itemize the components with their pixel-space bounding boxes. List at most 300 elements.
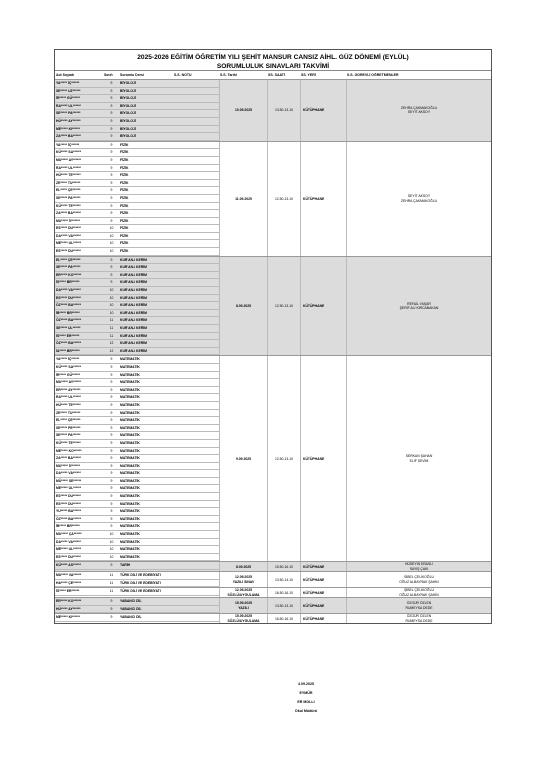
student-name: EL***** ÇE****** [55,257,103,265]
subject: MATEMATİK [119,470,173,478]
student-class: 10 [103,546,119,554]
exam-time: 13.50-13.10 [267,598,300,613]
exam-place: KÜTÜPHANE [300,588,346,597]
student-class: 9 [103,180,119,188]
student-name: İA***** BR****** [55,348,103,356]
subject: MATEMATİK [119,417,173,425]
sign-role: Okul Müdürü [294,709,318,713]
student-class: 9 [103,501,119,509]
student-class: 10 [103,240,119,248]
subject: FİZİK [119,225,173,233]
student-name: ES***** DU****** [55,225,103,233]
grade-cell [173,126,219,134]
grade-cell [173,325,219,333]
grade-cell [173,387,219,395]
document-title [55,50,491,70]
student-name: DA***** VA****** [55,539,103,547]
subject: KUR'AN-I KERİM [119,287,173,295]
subject: MATEMATİK [119,508,173,516]
student-name: DA***** VA****** [55,233,103,241]
student-name: EL***** ÇE****** [55,187,103,195]
grade-cell [173,546,219,554]
subject: BİYOLOJİ [119,103,173,111]
subject: MATEMATİK [119,372,173,380]
exam-teachers: REFAİL YAŞAR ŞERİF ALİ KIRCABAKAN [346,257,491,356]
exam-group [55,355,491,561]
subject: FİZİK [119,248,173,256]
student-class: 9 [103,133,119,141]
grade-cell [173,225,219,233]
student-class: 9 [103,118,119,126]
grade-cell [173,310,219,318]
student-class: 9 [103,508,119,516]
student-class: 11 [103,333,119,341]
subject: BİYOLOJİ [119,118,173,126]
student-class: 9 [103,257,119,265]
grade-cell [173,508,219,516]
student-name: ES***** DU****** [55,493,103,501]
grade-cell [173,187,219,195]
header-grade: S.S. NOTU [174,73,192,77]
student-name: ZE***** TU****** [55,180,103,188]
subject: MATEMATİK [119,463,173,471]
subject: KUR'AN-I KERİM [119,348,173,356]
student-name: YU***** BA****** [55,508,103,516]
exam-teachers: HÜSEYİN ERASLİ SAYIŞ ÇAKI [346,562,491,571]
student-name: İS***** ER****** [55,588,103,596]
student-class: 9 [103,432,119,440]
student-class: 10 [103,539,119,547]
student-name: ME***** KI****** [55,126,103,134]
student-class: 9 [103,80,119,88]
student-class: 10 [103,302,119,310]
exam-group [55,571,491,587]
grade-cell [173,180,219,188]
exam-teachers: SİBEL ÇELİKOĞLU OĞUZ ALBAYRAK ŞAHİN [346,572,491,587]
student-name: SE***** UZ****** [55,88,103,96]
student-name: RA***** UL****** [55,103,103,111]
student-name: HÜ***** AY****** [55,606,103,614]
student-class: 11 [103,588,119,596]
student-class: 9 [103,562,119,570]
grade-cell [173,448,219,456]
student-name: SE***** PA****** [55,432,103,440]
student-class: 9 [103,463,119,471]
student-class: 9 [103,95,119,103]
exam-teachers: SERKAN ŞAHAN ELİF SEVİM [346,356,491,561]
subject: FİZİK [119,210,173,218]
exam-date: 12.09.2025 SÖZLÜ/UYGULAMA [219,588,267,597]
subject: MATEMATİK [119,387,173,395]
signature-block [276,680,336,716]
exam-place: KÜTÜPHANE [300,614,346,623]
exam-date: 8.09.2025 [219,562,267,571]
header-teachers: S.S. GÖREVLİ ÖĞRETMENLER [347,73,399,77]
student-name: ÖZ***** BA****** [55,302,103,310]
exam-group [55,597,491,613]
exam-place: KÜTÜPHANE [300,80,346,141]
grade-cell [173,233,219,241]
subject: KUR'AN-I KERİM [119,317,173,325]
student-class: 10 [103,225,119,233]
header-time: SS. SAATİ [268,73,285,77]
grade-cell [173,302,219,310]
student-class: 11 [103,580,119,588]
subject: KUR'AN-I KERİM [119,302,173,310]
header-place: SS. YERİ [301,73,316,77]
subject: MATEMATİK [119,410,173,418]
grade-cell [173,432,219,440]
student-name: MU***** AY****** [55,157,103,165]
student-name: HÜ***** TE****** [55,172,103,180]
subject: MATEMATİK [119,478,173,486]
grade-cell [173,264,219,272]
student-name: ÖZ***** BA****** [55,516,103,524]
student-class: 9 [103,417,119,425]
student-name: HÜ***** TE****** [55,402,103,410]
student-name: ME***** UL****** [55,485,103,493]
student-name: ME***** KO****** [55,448,103,456]
subject: KUR'AN-I KERİM [119,257,173,265]
student-class: 9 [103,455,119,463]
exam-group [55,141,491,256]
exam-teachers: ÖZGÜR ÖZLEN RUMEYSA DEDE [346,614,491,623]
grade-cell [173,348,219,356]
subject: MATEMATİK [119,554,173,562]
grade-cell [173,80,219,88]
grade-cell [173,317,219,325]
student-class: 9 [103,356,119,364]
exam-time: 16.50-16.10 [267,614,300,623]
grade-cell [173,142,219,150]
grade-cell [173,455,219,463]
grade-cell [173,240,219,248]
grade-cell [173,539,219,547]
grade-cell [173,572,219,580]
student-class: 9 [103,195,119,203]
exam-date: 12.09.2025 YAZILI SINAV [219,572,267,587]
student-class: 11 [103,325,119,333]
exam-teachers: ÖZGÜR ÖZLEN RUMEYSA DEDE [346,598,491,613]
grade-cell [173,149,219,157]
student-name: ES***** DU****** [55,501,103,509]
student-name: SE***** UL****** [55,325,103,333]
subject: YABANCI DİL [119,606,173,614]
student-class: 9 [103,402,119,410]
student-name: DA***** VA****** [55,470,103,478]
student-class: 9 [103,142,119,150]
student-class: 9 [103,410,119,418]
student-class: 9 [103,598,119,606]
student-name: İB***** BR****** [55,310,103,318]
grade-cell [173,531,219,539]
subject: YABANCI DİL [119,614,173,622]
student-class: 9 [103,149,119,157]
student-name: KÜ***** SA****** [55,364,103,372]
student-class: 9 [103,379,119,387]
student-class: 9 [103,614,119,622]
student-class: 9 [103,485,119,493]
subject: TÜRK DİLİ VE EDEBİYATI [119,580,173,588]
student-class: 10 [103,248,119,256]
subject: MATEMATİK [119,531,173,539]
grade-cell [173,165,219,173]
grade-cell [173,554,219,562]
sign-name-1: EYMÜR [299,691,313,695]
grade-cell [173,402,219,410]
exam-date: 8.09.2025 [219,257,267,356]
student-class: 9 [103,364,119,372]
exam-date: 11.09.2025 [219,142,267,256]
grade-cell [173,287,219,295]
subject: TARİH [119,562,173,570]
student-name: KÜ***** TE****** [55,440,103,448]
student-name: SE***** PA****** [55,195,103,203]
grade-cell [173,580,219,588]
student-name: İR***** GÜ****** [55,372,103,380]
subject: TÜRK DİLİ VE EDEBİYATI [119,572,173,580]
student-name: SE***** PE****** [55,425,103,433]
student-name: KÜ***** TE****** [55,203,103,211]
student-name: ES***** DU****** [55,295,103,303]
student-name: SE***** PA****** [55,264,103,272]
student-class: 9 [103,516,119,524]
subject: KUR'AN-I KERİM [119,325,173,333]
grade-cell [173,88,219,96]
student-name: ZA***** BA****** [55,455,103,463]
grade-cell [173,478,219,486]
grade-cell [173,218,219,226]
student-class: 9 [103,279,119,287]
student-class: 9 [103,165,119,173]
exam-teachers: SEYİT AKSOY ZEHRA ÇAKMAKOĞLU [346,142,491,256]
student-name: ES***** DU****** [55,554,103,562]
grade-cell [173,272,219,280]
grade-cell [173,485,219,493]
student-class: 11 [103,317,119,325]
subject: FİZİK [119,240,173,248]
subject: FİZİK [119,195,173,203]
grade-cell [173,501,219,509]
grade-cell [173,516,219,524]
subject: FİZİK [119,218,173,226]
student-name: RA***** UL****** [55,165,103,173]
student-class: 9 [103,387,119,395]
grade-cell [173,110,219,118]
subject: MATEMATİK [119,455,173,463]
student-name: RA***** UL****** [55,394,103,402]
exam-group [55,256,491,356]
subject: MATEMATİK [119,501,173,509]
student-name: SE***** PA****** [55,110,103,118]
grade-cell [173,417,219,425]
grade-cell [173,425,219,433]
subject: FİZİK [119,165,173,173]
grade-cell [173,364,219,372]
subject: KUR'AN-I KERİM [119,295,173,303]
exam-group [55,587,491,597]
grade-cell [173,372,219,380]
sign-name-2: ER MOLLI [297,700,315,704]
student-class: 9 [103,372,119,380]
student-class: 9 [103,470,119,478]
student-name: YA***** İÇ****** [55,356,103,364]
exam-place: KÜTÜPHANE [300,572,346,587]
sign-date: 4.09.2025 [298,682,314,686]
student-name: KÜ***** SA****** [55,149,103,157]
exam-place: KÜTÜPHANE [300,562,346,571]
grade-cell [173,356,219,364]
subject: MATEMATİK [119,356,173,364]
title-line-2: SORUMLULUK SINAVLARI TAKVİMİ [216,63,330,70]
grade-cell [173,470,219,478]
subject: MATEMATİK [119,448,173,456]
exam-place: KÜTÜPHANE [300,257,346,356]
exam-time: 12.50-13.10 [267,257,300,356]
subject: FİZİK [119,203,173,211]
student-class: 9 [103,218,119,226]
grade-cell [173,172,219,180]
exam-date: 15.09.2025 YAZILI [219,598,267,613]
student-name: ER***** KO****** [55,272,103,280]
grade-cell [173,523,219,531]
grade-cell [173,562,219,570]
subject: MATEMATİK [119,425,173,433]
student-name: İS***** ER****** [55,333,103,341]
student-name: ZA***** BA****** [55,210,103,218]
student-class: 9 [103,157,119,165]
student-name: ZA***** BA****** [55,133,103,141]
student-class: 12 [103,340,119,348]
subject: MATEMATİK [119,394,173,402]
student-class: 9 [103,493,119,501]
student-class: 9 [103,478,119,486]
subject: KUR'AN-I KERİM [119,264,173,272]
grade-cell [173,379,219,387]
student-class: 9 [103,440,119,448]
subject: BİYOLOJİ [119,95,173,103]
table-header [55,70,491,79]
exam-place: KÜTÜPHANE [300,356,346,561]
header-date: S.S. Tarihi [220,73,237,77]
student-name: ER***** AY****** [55,387,103,395]
student-class: 10 [103,310,119,318]
subject: TÜRK DİLİ VE EDEBİYATI [119,588,173,596]
student-name: HÜ***** AY****** [55,118,103,126]
grade-cell [173,133,219,141]
grade-cell [173,257,219,265]
subject: KUR'AN-I KERİM [119,333,173,341]
student-class: 9 [103,88,119,96]
exam-place: KÜTÜPHANE [300,598,346,613]
header-class: Sınıfı [104,73,113,77]
subject: MATEMATİK [119,379,173,387]
student-name: ÖZ***** BA****** [55,317,103,325]
subject: FİZİK [119,157,173,165]
student-name: YA***** İÇ****** [55,142,103,150]
student-name: ÖZ***** BA****** [55,340,103,348]
student-name: ME***** UL****** [55,546,103,554]
grade-cell [173,195,219,203]
student-name: MU***** İY****** [55,218,103,226]
subject: MATEMATİK [119,523,173,531]
grade-cell [173,103,219,111]
grade-cell [173,118,219,126]
student-name: EL***** ÇE****** [55,417,103,425]
grade-cell [173,614,219,622]
student-name: MU***** AY****** [55,379,103,387]
student-class: 9 [103,394,119,402]
student-class: 9 [103,606,119,614]
student-name: MÜ***** SE****** [55,478,103,486]
student-class: 9 [103,126,119,134]
exam-date: 15.09.2025 SÖZLÜ/UYGULAMA [219,614,267,623]
student-class: 10 [103,531,119,539]
exam-group [55,79,491,141]
grade-cell [173,203,219,211]
grade-cell [173,440,219,448]
exam-time: 12.50-13.10 [267,356,300,561]
grade-cell [173,157,219,165]
header-name: Adı Soyadı [56,73,75,77]
exam-time: 15.50-16.10 [267,562,300,571]
grade-cell [173,463,219,471]
subject: FİZİK [119,142,173,150]
exam-date: 10.09.2025 [219,80,267,141]
table-body [55,79,491,623]
subject: MATEMATİK [119,402,173,410]
student-name: İR***** GÜ****** [55,95,103,103]
schedule-sheet [54,49,492,624]
grade-cell [173,248,219,256]
subject: KUR'AN-I KERİM [119,310,173,318]
grade-cell [173,279,219,287]
student-name: HA***** ÇE****** [55,580,103,588]
exam-place: KÜTÜPHANE [300,142,346,256]
grade-cell [173,588,219,596]
student-name: ME***** UL****** [55,240,103,248]
student-class: 9 [103,210,119,218]
exam-teachers: ŞİBEL ÇELİKOĞLU OĞUZ ALBAYRAK ŞAHİN [346,588,491,597]
subject: BİYOLOJİ [119,80,173,88]
grade-cell [173,606,219,614]
subject: KUR'AN-I KERİM [119,340,173,348]
title-line-1: 2025-2026 EĞİTİM ÖĞRETİM YILI ŞEHİT MANSUR CANSIZ AİHL. GÜZ DÖNEMİ (EYLÜL) [137,54,409,61]
student-class: 9 [103,272,119,280]
student-class: 9 [103,172,119,180]
student-class: 9 [103,448,119,456]
subject: MATEMATİK [119,546,173,554]
student-name: İS***** BR****** [55,279,103,287]
student-name: KÜ***** AS****** [55,562,103,570]
student-class: 9 [103,203,119,211]
subject: MATEMATİK [119,432,173,440]
exam-group [55,561,491,571]
exam-teachers: ZEHRA ÇAKMAKOĞLU SEYİT AKSOY [346,80,491,141]
subject: FİZİK [119,180,173,188]
student-class: 11 [103,572,119,580]
header-subject: Sorumlu Dersi [120,73,144,77]
subject: KUR'AN-I KERİM [119,272,173,280]
grade-cell [173,410,219,418]
student-class: 9 [103,110,119,118]
student-name: YA***** İÇ****** [55,80,103,88]
exam-time: 13.50-14.10 [267,572,300,587]
subject: KUR'AN-I KERİM [119,279,173,287]
subject: MATEMATİK [119,516,173,524]
student-name: MU***** VA****** [55,572,103,580]
exam-date: 9.09.2025 [219,356,267,561]
